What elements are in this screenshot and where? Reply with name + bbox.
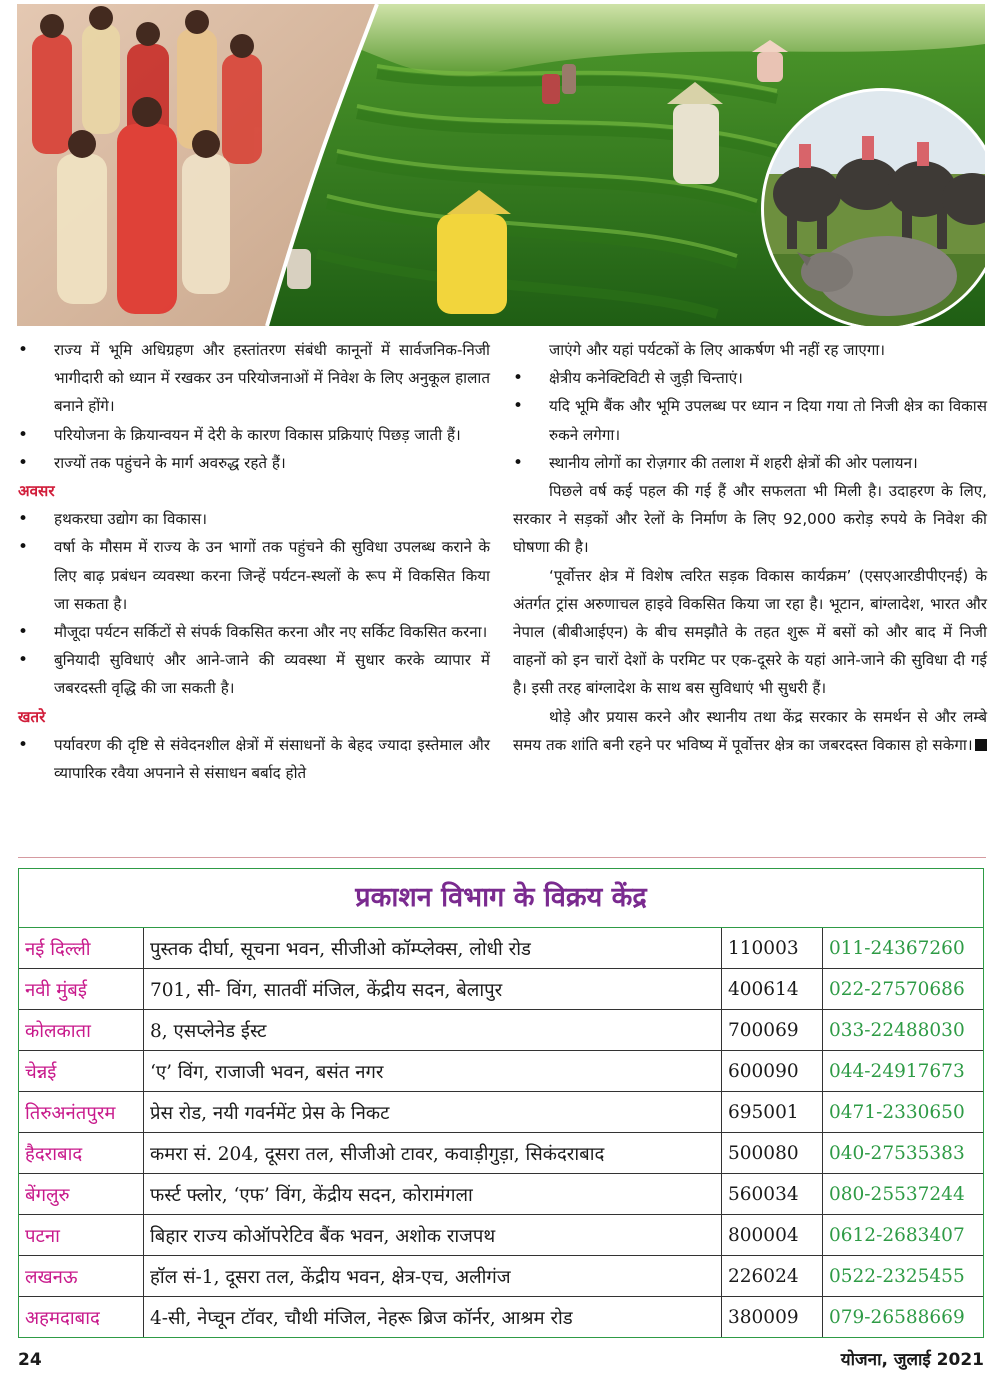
city-name: बेंगलुरु bbox=[19, 1174, 144, 1215]
list-item: • यदि भूमि बैंक और भूमि उपलब्ध पर ध्यान न दिया गया तो निजी क्षेत्र का विकास रुकने लगेगा। bbox=[513, 392, 987, 448]
left-column bbox=[18, 336, 490, 787]
address-cell: पुस्तक दीर्घा, सूचना भवन, सीजीओ कॉम्प्लेक्स, लोधी रोड bbox=[144, 928, 722, 969]
pin-code: 400614 bbox=[722, 969, 823, 1010]
continued-text: जाएंगे और यहां पर्यटकों के लिए आकर्षण भी नहीं रह जाएगा। bbox=[549, 341, 886, 359]
pin-code: 380009 bbox=[722, 1297, 823, 1338]
table-row bbox=[19, 1133, 983, 1174]
city-name: कोलकाता bbox=[19, 1010, 144, 1051]
sales-centres-title: प्रकाशन विभाग के विक्रय केंद्र bbox=[19, 869, 983, 928]
list-item: • राज्यों तक पहुंचने के मार्ग अवरुद्ध रहते हैं। bbox=[18, 449, 490, 477]
list-item: • हथकरघा उद्योग का विकास। bbox=[18, 505, 490, 533]
pin-code: 560034 bbox=[722, 1174, 823, 1215]
city-name: हैदराबाद bbox=[19, 1133, 144, 1174]
list-item: • वर्षा के मौसम में राज्य के उन भागों तक पहुंचने की सुविधा उपलब्ध कराने के लिए बाढ़ प्रबंधन व्यवस्था करना जिन्हें पर्यटन-स्थलों के रूप में विकसित किया जा सकता है। bbox=[18, 533, 490, 618]
address-cell: 701, सी- विंग, सातवीं मंजिल, केंद्रीय सदन, बेलापुर bbox=[144, 969, 722, 1010]
address-cell: कमरा सं. 204, दूसरा तल, सीजीओ टावर, कवाड़ीगुड़ा, सिकंदराबाद bbox=[144, 1133, 722, 1174]
paragraph-text: थोड़े और प्रयास करने और स्थानीय तथा केंद्र सरकार के समर्थन से और लम्बे समय तक शांति बनी रहने पर भविष्य में पूर्वोत्तर क्षेत्र का जबरदस्त विकास हो सकेगा। bbox=[513, 707, 987, 754]
city-name: चेन्नई bbox=[19, 1051, 144, 1092]
paragraph: ‘पूर्वोत्तर क्षेत्र में विशेष त्वरित सड़क विकास कार्यक्रम’ (एसएआरडीपीएनई) के अंतर्गत ट्रांस अरुणाचल हाइवे विकसित किया जा रहा है। भूटान, बांग्लादेश, भारत और नेपाल (बीबीआईएन) के बीच समझौते के तहत शुरू में बसों को और बाद में निजी वाहनों को इन चारों देशों के परमिट पर एक-दूसरे के यहां आने-जाने की सुविधा दी गई है। इसी तरह बांग्लादेश के साथ बस सुविधाएं भी सुधरी हैं। bbox=[513, 566, 987, 698]
city-name: नई दिल्ली bbox=[19, 928, 144, 969]
list-item: • क्षेत्रीय कनेक्टिविटी से जुड़ी चिन्ताएं। bbox=[513, 364, 987, 392]
end-of-article-square-icon bbox=[975, 739, 987, 751]
city-name: अहमदाबाद bbox=[19, 1297, 144, 1338]
list-item: • मौजूदा पर्यटन सर्किटों से संपर्क विकसित करना और नए सर्किट विकसित करना। bbox=[18, 618, 490, 646]
heading-threats: खतरे bbox=[18, 707, 46, 726]
pin-code: 500080 bbox=[722, 1133, 823, 1174]
pin-code: 800004 bbox=[722, 1215, 823, 1256]
hero-photo-collage bbox=[17, 4, 985, 326]
list-item: • परियोजना के क्रियान्वयन में देरी के कारण विकास प्रक्रियाएं पिछड़ जाती हैं। bbox=[18, 421, 490, 449]
pin-code: 600090 bbox=[722, 1051, 823, 1092]
heading-opportunities: अवसर bbox=[18, 482, 55, 501]
address-cell: फर्स्ट फ्लोर, ‘एफ’ विंग, केंद्रीय सदन, कोरामंगला bbox=[144, 1174, 722, 1215]
sales-centres-box bbox=[18, 868, 984, 1338]
city-name: पटना bbox=[19, 1215, 144, 1256]
table-row bbox=[19, 969, 983, 1010]
address-cell: हॉल सं-1, दूसरा तल, केंद्रीय भवन, क्षेत्र-एच, अलीगंज bbox=[144, 1256, 722, 1297]
address-cell: 4-सी, नेप्चून टॉवर, चौथी मंजिल, नेहरू ब्रिज कॉर्नर, आश्रम रोड bbox=[144, 1297, 722, 1338]
table-row bbox=[19, 1215, 983, 1256]
magazine-issue: योजना, जुलाई 2021 bbox=[840, 1350, 984, 1370]
article-body bbox=[18, 336, 988, 844]
list-item: • बुनियादी सुविधाएं और आने-जाने की व्यवस्था में सुधार करके व्यापार में जबरदस्ती वृद्धि की जा सकती है। bbox=[18, 646, 490, 702]
divider bbox=[18, 857, 986, 858]
list-item: • राज्य में भूमि अधिग्रहण और हस्तांतरण संबंधी कानूनों में सार्वजनिक-निजी भागीदारी को ध्यान में रखकर उन परियोजनाओं में निवेश के लिए अनुकूल हालात बनाने होंगे। bbox=[18, 336, 490, 421]
table-row bbox=[19, 1010, 983, 1051]
pin-code: 700069 bbox=[722, 1010, 823, 1051]
table-row bbox=[19, 1051, 983, 1092]
phone-number: 040-27535383 bbox=[823, 1133, 984, 1174]
pin-code: 110003 bbox=[722, 928, 823, 969]
phone-number: 044-24917673 bbox=[823, 1051, 984, 1092]
pin-code: 226024 bbox=[722, 1256, 823, 1297]
table-row bbox=[19, 1297, 983, 1338]
paragraph-final bbox=[513, 703, 987, 759]
paragraph: पिछले वर्ष कई पहल की गई हैं और सफलता भी मिली है। उदाहरण के लिए, सरकार ने सड़कों और रेलों के निर्माण के लिए 92,000 करोड़ रुपये के निवेश की घोषणा की है। bbox=[513, 482, 987, 557]
pin-code: 695001 bbox=[722, 1092, 823, 1133]
address-cell: 8, एसप्लेनेड ईस्ट bbox=[144, 1010, 722, 1051]
sales-centres-table bbox=[19, 928, 983, 1337]
phone-number: 0522-2325455 bbox=[823, 1256, 984, 1297]
table-row bbox=[19, 1256, 983, 1297]
address-cell: प्रेस रोड, नयी गवर्नमेंट प्रेस के निकट bbox=[144, 1092, 722, 1133]
table-row bbox=[19, 928, 983, 969]
phone-number: 022-27570686 bbox=[823, 969, 984, 1010]
right-column bbox=[513, 336, 987, 759]
table-row bbox=[19, 1174, 983, 1215]
list-item: • स्थानीय लोगों का रोज़गार की तलाश में शहरी क्षेत्रों की ओर पलायन। bbox=[513, 449, 987, 477]
list-item: • पर्यावरण की दृष्टि से संवेदनशील क्षेत्रों में संसाधनों के बेहद ज्यादा इस्तेमाल और व्यापारिक रवैया अपनाने से संसाधन बर्बाद होते bbox=[18, 731, 490, 787]
phone-number: 079-26588669 bbox=[823, 1297, 984, 1338]
phone-number: 033-22488030 bbox=[823, 1010, 984, 1051]
city-name: तिरुअनंतपुरम bbox=[19, 1092, 144, 1133]
table-row bbox=[19, 1092, 983, 1133]
address-cell: ‘ए’ विंग, राजाजी भवन, बसंत नगर bbox=[144, 1051, 722, 1092]
phone-number: 080-25537244 bbox=[823, 1174, 984, 1215]
address-cell: बिहार राज्य कोऑपरेटिव बैंक भवन, अशोक राजपथ bbox=[144, 1215, 722, 1256]
city-name: नवी मुंबई bbox=[19, 969, 144, 1010]
hero-illustration bbox=[17, 4, 985, 326]
phone-number: 011-24367260 bbox=[823, 928, 984, 969]
page-number: 24 bbox=[18, 1350, 42, 1370]
phone-number: 0612-2683407 bbox=[823, 1215, 984, 1256]
city-name: लखनऊ bbox=[19, 1256, 144, 1297]
phone-number: 0471-2330650 bbox=[823, 1092, 984, 1133]
